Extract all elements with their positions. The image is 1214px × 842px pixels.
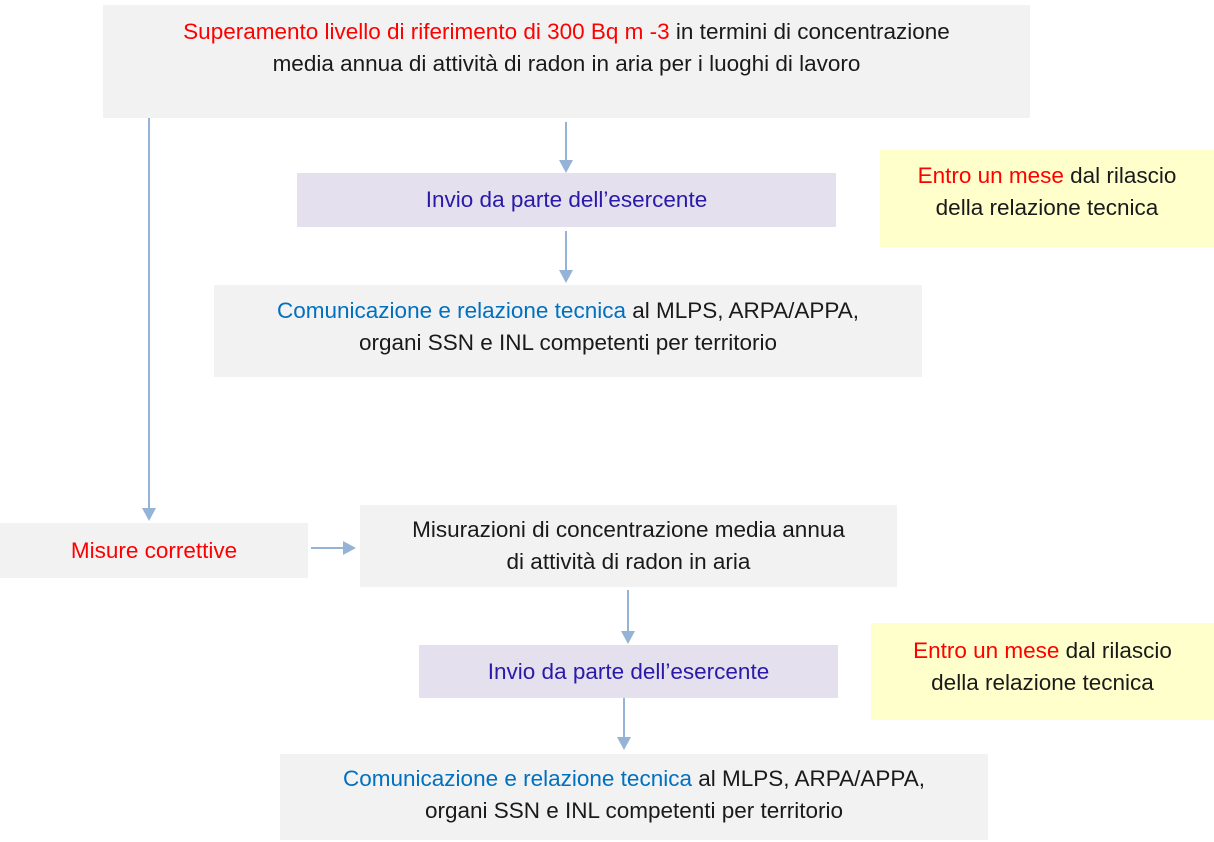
send-by-operator-label-2: Invio da parte dell’esercente (487, 658, 770, 684)
threshold-line-1-rest: in termini di concentrazione (669, 19, 950, 44)
send-by-operator-box-2 (419, 645, 838, 698)
deadline-note-2-highlight: Entro un mese (913, 638, 1060, 663)
arrow-top-to-corrective (142, 118, 156, 521)
measurements-line-2: di attività di radon in aria (506, 549, 751, 574)
arrow-send2-to-comm2 (617, 697, 631, 750)
communication-1-line-2: organi SSN e INL competenti per territorio (358, 330, 778, 355)
communication-1-line-1 (277, 295, 859, 327)
communication-1-highlight: Comunicazione e relazione tecnica (277, 298, 626, 323)
deadline-note-2 (871, 623, 1214, 720)
send-by-operator-label-1: Invio da parte dell’esercente (425, 187, 708, 212)
deadline-note-2-line-2: della relazione tecnica (931, 670, 1154, 695)
measurements-line-1: Misurazioni di concentrazione media annua (412, 517, 845, 542)
deadline-note-1-line-2: della relazione tecnica (935, 195, 1159, 220)
communication-1-rest: al MLPS, ARPA/APPA, (625, 298, 859, 323)
send-by-operator-box-1 (297, 173, 836, 227)
threshold-line-2: media annua di attività di radon in aria per i luoghi di lavoro (272, 51, 861, 76)
communication-2-line-1 (343, 763, 925, 795)
corrective-measures-label: Misure correttive (70, 537, 238, 563)
communication-2-rest: al MLPS, ARPA/APPA, (691, 766, 925, 791)
communication-box-2 (280, 754, 988, 840)
communication-2-line-2: organi SSN e INL competenti per territorio (424, 798, 844, 823)
threshold-exceeded-box (103, 5, 1030, 118)
deadline-note-1-line-1 (918, 160, 1177, 192)
corrective-measures-box (0, 523, 308, 578)
measurements-box (360, 505, 897, 587)
deadline-note-2-line-1 (913, 635, 1172, 667)
arrow-measure-to-send2 (621, 590, 635, 644)
deadline-note-1-highlight: Entro un mese (917, 163, 1064, 188)
deadline-note-2-rest: dal rilascio (1059, 638, 1172, 663)
communication-2-highlight: Comunicazione e relazione tecnica (343, 766, 692, 791)
communication-box-1 (214, 285, 922, 377)
deadline-note-1 (880, 150, 1214, 247)
arrow-top-to-send1 (559, 122, 573, 173)
deadline-note-1-rest: dal rilascio (1063, 163, 1177, 188)
arrow-send1-to-comm1 (559, 231, 573, 283)
arrow-corrective-to-measure (311, 541, 356, 555)
threshold-line-1 (183, 16, 950, 48)
threshold-highlight: Superamento livello di riferimento di 300 Bq m -3 (183, 19, 670, 44)
